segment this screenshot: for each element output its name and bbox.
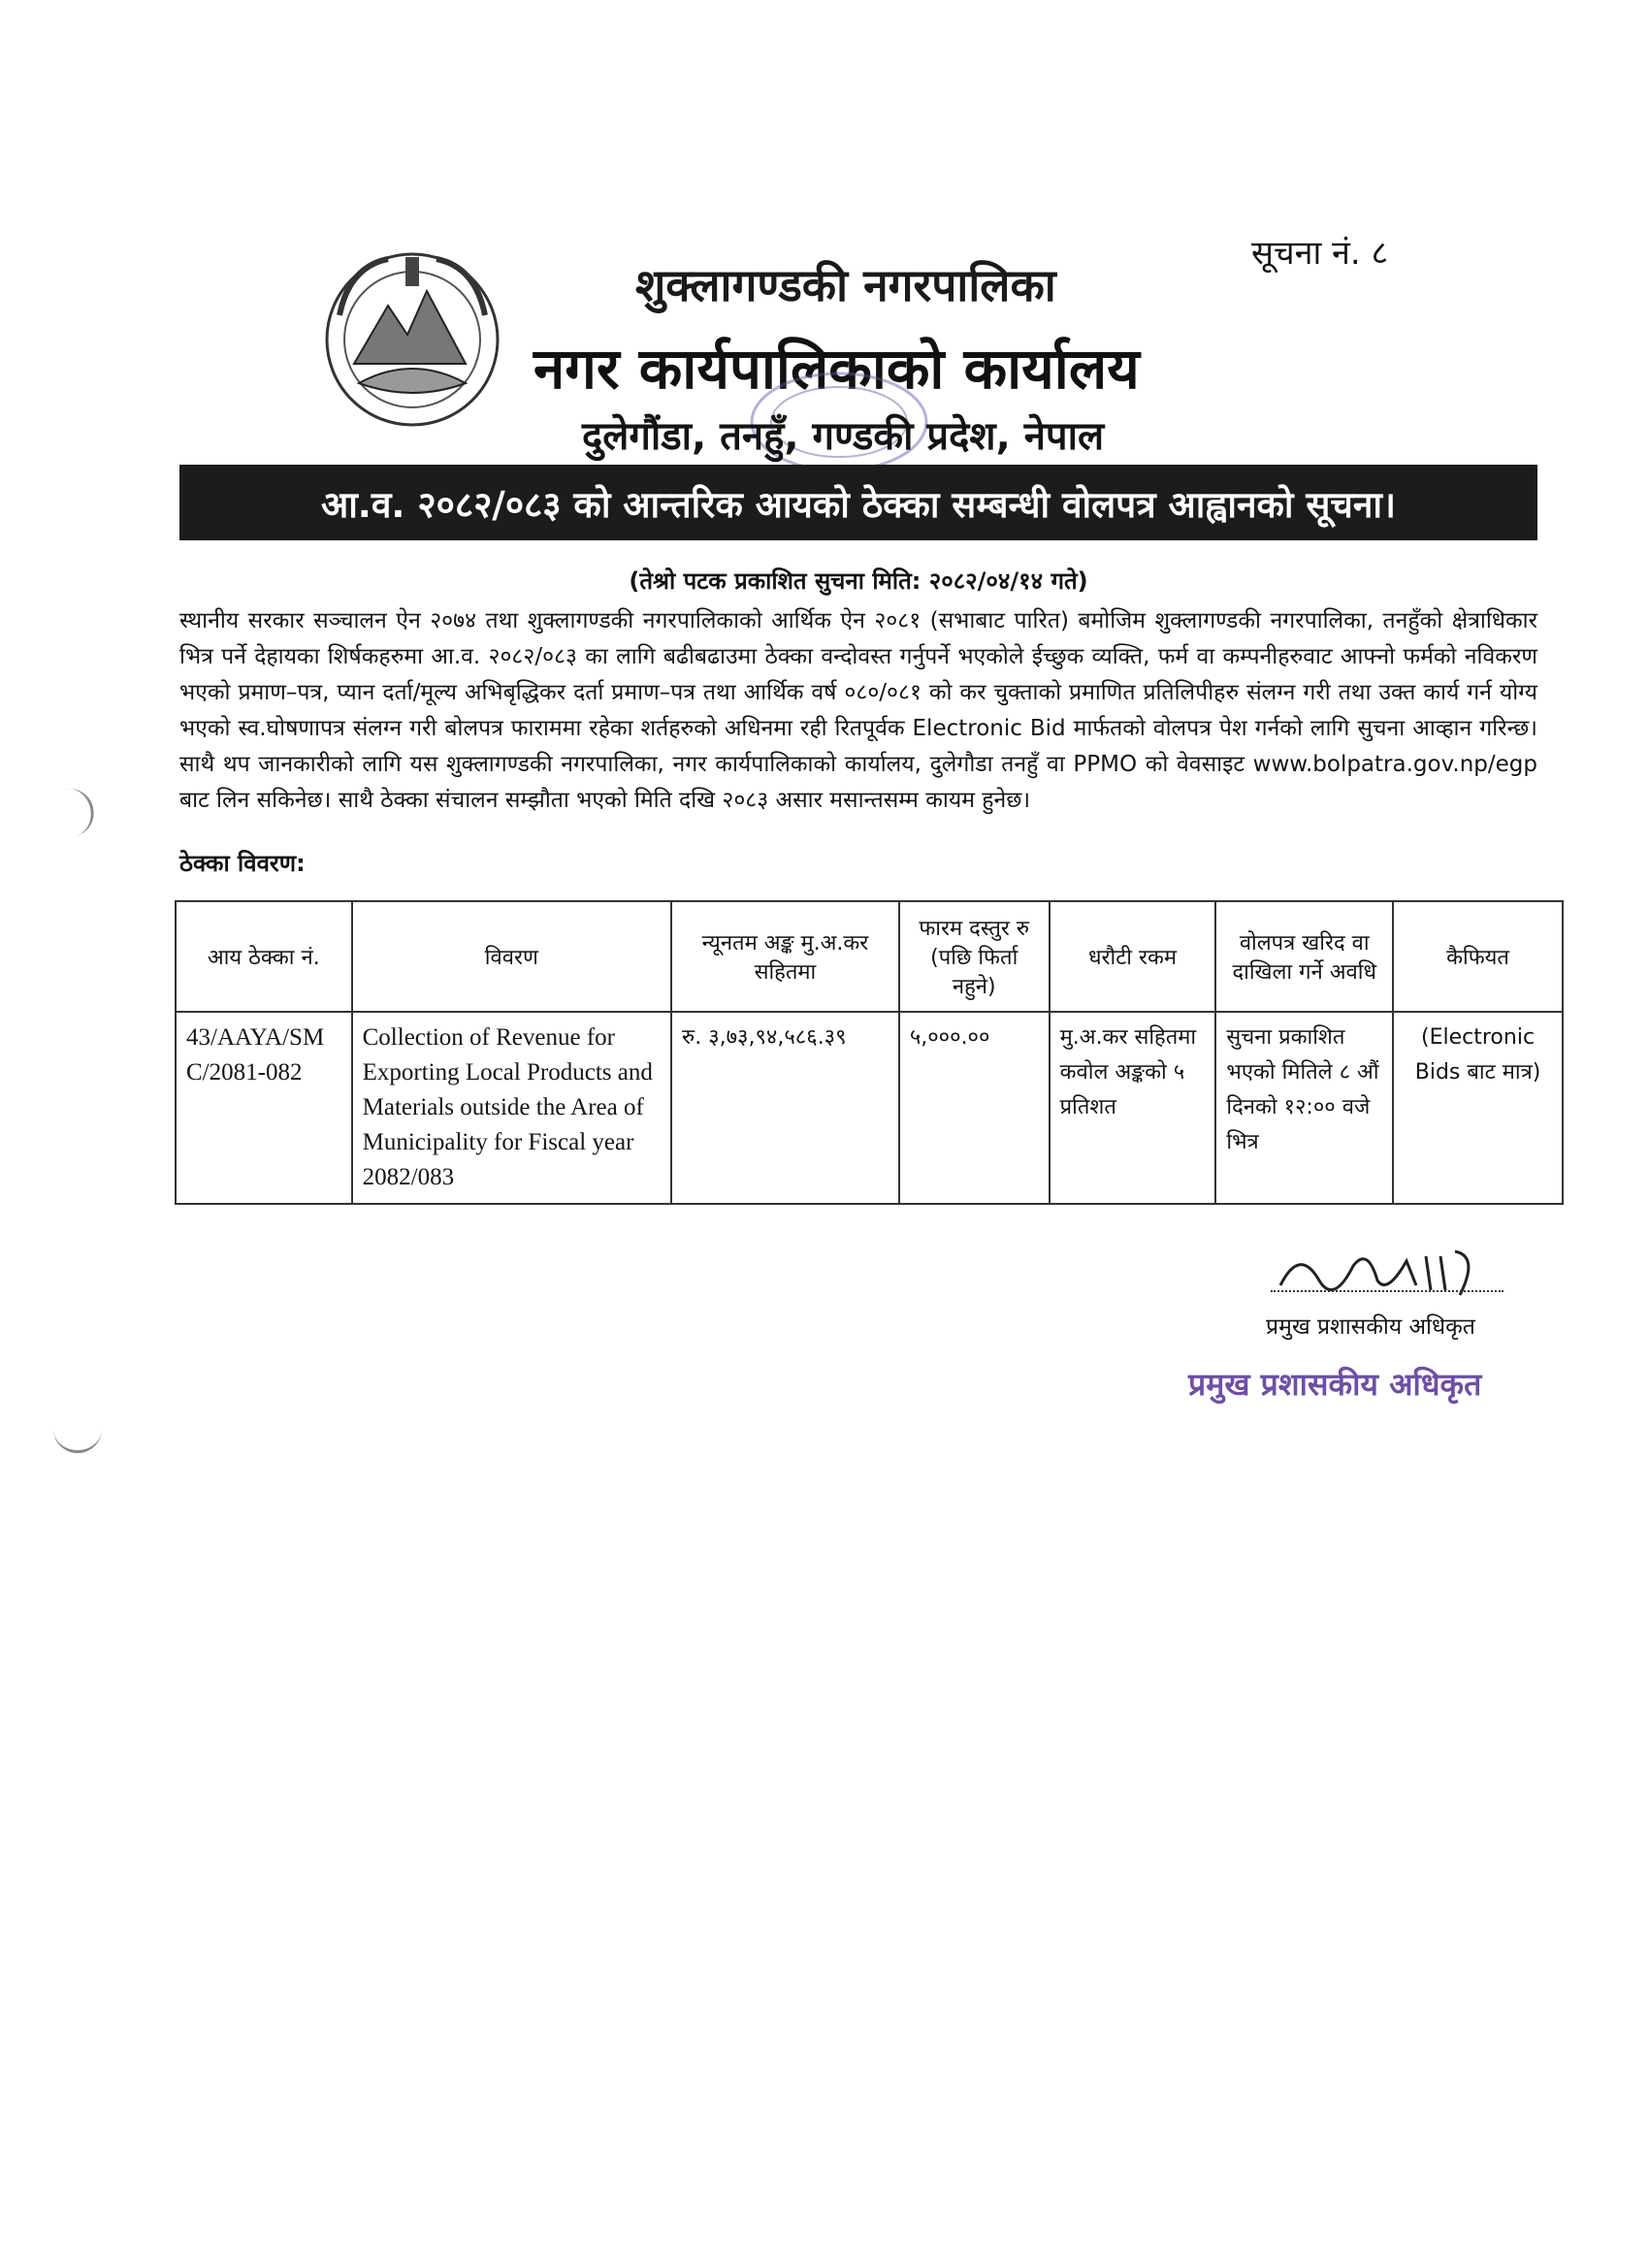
column-header: धरौटी रकम xyxy=(1050,901,1216,1012)
table-cell-description: Collection of Revenue for Exporting Local Products and Materials outside the Area of Municipality for Fiscal year 2082/083 xyxy=(352,1012,671,1204)
table-cell-form-fee: ५,०००.०० xyxy=(899,1012,1050,1204)
publication-subheading: (तेश्रो पटक प्रकाशित सुचना मिति: २०८२/०४/१४ गते) xyxy=(629,567,1088,595)
table-header-row xyxy=(176,901,1563,1012)
signature-line xyxy=(1271,1290,1504,1292)
org-name: शुक्लागण्डकी नगरपालिका xyxy=(635,259,1056,311)
punch-hole-mark xyxy=(57,785,97,838)
column-header: वोलपत्र खरिद वा दाखिला गर्ने अवधि xyxy=(1215,901,1393,1012)
table-row xyxy=(176,1012,1563,1204)
notice-banner: आ.व. २०८२/०८३ को आन्तरिक आयको ठेक्का सम्बन्धी वोलपत्र आह्वानको सूचना। xyxy=(179,465,1537,540)
column-header: विवरण xyxy=(352,901,671,1012)
contract-details-label: ठेक्का विवरण: xyxy=(179,850,306,877)
table-cell-contract-no: 43/AAYA/SMC/2081-082 xyxy=(176,1012,352,1204)
column-header: कैफियत xyxy=(1393,901,1563,1012)
notice-number: सूचना नं. ८ xyxy=(1251,234,1389,273)
signatory-title: प्रमुख प्रशासकीय अधिकृत xyxy=(1266,1314,1475,1340)
office-name: नगर कार्यपालिकाको कार्यालय xyxy=(534,336,1140,402)
table-cell-period: सुचना प्रकाशित भएको मितिले ८ औं दिनको १२:०० वजे भित्र xyxy=(1215,1012,1393,1204)
signature-icon xyxy=(1261,1237,1484,1314)
column-header: न्यूनतम अङ्क मु.अ.कर सहितमा xyxy=(671,901,899,1012)
notice-body-text: स्थानीय सरकार सञ्चालन ऐन २०७४ तथा शुक्लागण्डकी नगरपालिकाको आर्थिक ऐन २०८१ (सभाबाट पारित) बमोजिम शुक्लागण्डकी नगरपालिका, तनहुँको क्षेत्राधिकार भित्र पर्ने देहायका शिर्षकहरुमा आ.व. २०८२/०८३ का लागि बढीबढाउमा ठेक्का वन्दोवस्त गर्नुपर्ने भएकोले ईच्छुक व्यक्ति, फर्म वा कम्पनीहरुवाट आफ्नो फर्मको नविकरण भएको प्रमाण–पत्र, प्यान दर्ता/मूल्य अभिबृद्धिकर दर्ता प्रमाण–पत्र तथा आर्थिक वर्ष ०८०/०८१ को कर चुक्ताको प्रमाणित प्रतिलिपीहरु संलग्न गरी तथा उक्त कार्य गर्न योग्य भएको स्व.घोषणापत्र संलग्न गरी बोलपत्र फाराममा रहेका शर्तहरुको अधिनमा रही रितपूर्वक Electronic Bid मार्फतको वोलपत्र पेश गर्नको लागि सुचना आव्हान गरिन्छ। साथै थप जानकारीको लागि यस शुक्लागण्डकी नगरपालिका, नगर कार्यपालिकाको कार्यालय, दुलेगौडा तनहुँ वा PPMO को वेवसाइट www.bolpatra.gov.np/egp बाट लिन सकिनेछ। साथै ठेक्का संचालन सम्झौता भएको मिति दखि २०८३ असार मसान्तसम्म कायम हुनेछ। xyxy=(179,608,1537,813)
office-address: दुलेगौंडा, तनहुँ, गण्डकी प्रदेश, नेपाल xyxy=(582,414,1105,459)
nepal-emblem-icon xyxy=(320,247,504,432)
signatory-stamp: प्रमुख प्रशासकीय अधिकृत xyxy=(1188,1366,1482,1403)
column-header: फारम दस्तुर रु (पछि फिर्ता नहुने) xyxy=(899,901,1050,1012)
table-cell-remarks: (Electronic Bids बाट मात्र) xyxy=(1393,1012,1563,1204)
contract-table xyxy=(175,900,1564,1205)
table-cell-deposit: मु.अ.कर सहितमा कवोल अङ्कको ५ प्रतिशत xyxy=(1050,1012,1216,1204)
column-header: आय ठेक्का नं. xyxy=(176,901,352,1012)
table-cell-min-amount: रु. ३,७३,९४,५८६.३९ xyxy=(671,1012,899,1204)
punch-hole-mark xyxy=(53,1421,102,1453)
